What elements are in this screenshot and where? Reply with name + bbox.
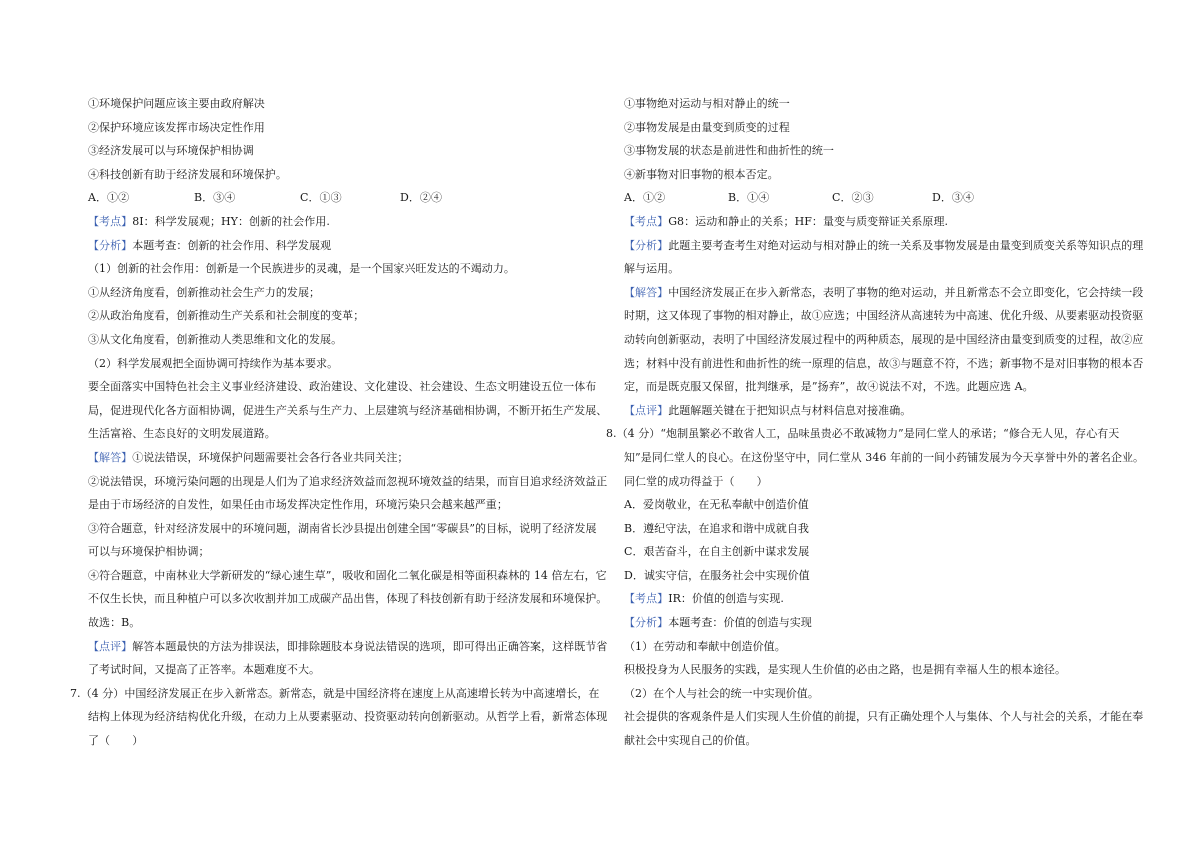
option-a: A．①②: [624, 191, 666, 205]
option-d: D．③④: [932, 191, 975, 205]
choice-statement: ④新事物对旧事物的根本否定。: [624, 167, 779, 181]
question-8-option-d: D．诚实守信，在服务社会中实现价值: [624, 568, 810, 582]
dianping-line: [624, 399, 1132, 423]
jieda-tag: 【解答】: [624, 285, 669, 299]
kaodian-text: G8：运动和静止的关系；HF：量变与质变辩证关系原理.: [668, 214, 949, 228]
choice-statement: ③事物发展的状态是前进性和曲折性的统一: [624, 144, 834, 158]
solution-line: 故选：B。: [88, 616, 141, 630]
analysis-line: ①从经济角度看，创新推动社会生产力的发展；: [88, 285, 321, 299]
option-c: C．①③: [300, 191, 342, 205]
jieda-line: [624, 281, 1144, 305]
analysis-line: （1）创新的社会作用：创新是一个民族进步的灵魂，是一个国家兴旺发达的不竭动力。: [88, 262, 515, 276]
question-8-option-c: C．艰苦奋斗，在自主创新中谋求发展: [624, 545, 810, 559]
solution-line: ②说法错误，环境污染问题的出现是人们为了追求经济效益而忽视环境效益的结果，而盲目追求经济效益正: [88, 474, 608, 488]
solution-line: 动转向创新驱动，表明了中国经济发展过程中的两种质态，展现的是中国经济由量变到质变的过程，故②应: [624, 332, 1144, 346]
fenxi-text: 本题考查：价值的创造与实现: [668, 616, 812, 630]
analysis-line: ③从文化角度看，创新推动人类思维和文化的发展。: [88, 332, 343, 346]
kaodian-tag: 【考点】: [624, 592, 669, 606]
fenxi-line: [88, 234, 594, 258]
left-column: [70, 92, 608, 753]
fenxi-tag: 【分析】: [88, 238, 133, 252]
right-column: [606, 92, 1145, 753]
analysis-line: 生活富裕、生态良好的文明发展道路。: [88, 427, 276, 441]
solution-line: 可以与环境保护相协调；: [88, 545, 210, 559]
dianping-line-2: 了考试时间，又提高了正答率。本题难度不大。: [88, 663, 321, 677]
analysis-line: 积极投身为人民服务的实践，是实现人生价值的必由之路，也是拥有幸福人生的根本途径。: [624, 663, 1066, 677]
solution-line: 定，而是既克服又保留，批判继承，是”扬弃”，故④说法不对，不选。此题应选 A。: [624, 380, 1034, 394]
kaodian-line: [624, 210, 1132, 234]
answer-options: [624, 186, 1132, 210]
option-b: B．①④: [728, 191, 770, 205]
solution-line: 不仅生长快，而且种植户可以多次收割并加工成碳产品出售，体现了科技创新有助于经济发展和环境保护。: [88, 592, 608, 606]
question-8-option-b: B．遵纪守法，在追求和谐中成就自我: [624, 521, 809, 535]
solution-line: ④符合题意，中南林业大学新研发的“绿心速生草”，吸收和固化二氧化碳是相等面积森林的 14 倍左右，它: [88, 568, 607, 582]
choice-statement: ②保护环境应该发挥市场决定性作用: [88, 120, 265, 134]
fenxi-text: 本题考查：创新的社会作用、科学发展观: [132, 238, 332, 252]
choice-statement: ④科技创新有助于经济发展和环境保护。: [88, 167, 287, 181]
jieda-text: 中国经济发展正在步入新常态，表明了事物的绝对运动，并且新常态不会立即变化，它会持续一段: [668, 285, 1144, 299]
answer-options: [88, 186, 594, 210]
analysis-line: （2）科学发展观把全面协调可持续作为基本要求。: [88, 356, 339, 370]
kaodian-line: [624, 587, 1132, 611]
analysis-line: （2）在个人与社会的统一中实现价值。: [624, 686, 819, 700]
kaodian-line: [88, 210, 594, 234]
fenxi-line: [624, 611, 1132, 635]
kaodian-text: 8I：科学发展观；HY：创新的社会作用.: [132, 214, 330, 228]
dianping-line: [88, 635, 608, 659]
fenxi-text: 此题主要考查考生对绝对运动与相对静止的统一关系及事物发展是由量变到质变关系等知识点的理: [668, 238, 1144, 252]
solution-line: ③符合题意，针对经济发展中的环境问题，湖南省长沙县提出创建全国“零碳县”的目标，说明了经济发展: [88, 521, 597, 535]
analysis-line: 社会提供的客观条件是人们实现人生价值的前提，只有正确处理个人与集体、个人与社会的关系，才能在奉: [624, 710, 1144, 724]
option-b: B．③④: [194, 191, 236, 205]
dianping-text: 解答本题最快的方法为排误法，即排除题肢本身说法错误的选项，即可得出正确答案，这样既节省: [132, 639, 608, 653]
kaodian-tag: 【考点】: [88, 214, 133, 228]
fenxi-line: [624, 234, 1144, 258]
solution-line: 是由于市场经济的自发性，如果任由市场发挥决定性作用，环境污染只会越来越严重；: [88, 498, 508, 512]
question-7-line: 了（ ）: [88, 734, 144, 748]
question-8-line: 同仁堂的成功得益于（ ）: [624, 474, 768, 488]
analysis-line: 局，促进现代化各方面相协调，促进生产关系与生产力、上层建筑与经济基础相协调，不断开拓生产发展、: [88, 403, 608, 417]
jieda-text: ①说法错误，环境保护问题需要社会各行各业共同关注；: [132, 450, 409, 464]
analysis-line: 献社会中实现自己的价值。: [624, 734, 757, 748]
solution-line: 选；材料中没有前进性和曲折性的统一原理的信息，故③与题意不符，不选；新事物不是对旧事物的根本否: [624, 356, 1144, 370]
fenxi-line-2: 解与运用。: [624, 262, 680, 276]
analysis-line: ②从政治角度看，创新推动生产关系和社会制度的变革；: [88, 309, 365, 323]
choice-statement: ③经济发展可以与环境保护相协调: [88, 144, 254, 158]
analysis-line: 要全面落实中国特色社会主义事业经济建设、政治建设、文化建设、社会建设、生态文明建设五位一体布: [88, 380, 597, 394]
dianping-tag: 【点评】: [624, 403, 669, 417]
choice-statement: ②事物发展是由量变到质变的过程: [624, 120, 790, 134]
kaodian-text: IR：价值的创造与实现.: [668, 592, 784, 606]
fenxi-tag: 【分析】: [624, 238, 669, 252]
option-a: A．①②: [88, 191, 130, 205]
question-8-line: 8.（4 分）“炮制虽繁必不敢省人工，品味虽贵必不敢减物力”是同仁堂人的承诺；“修合无人见，存心有天: [606, 427, 1120, 441]
analysis-line: （1）在劳动和奉献中创造价值。: [624, 639, 786, 653]
dianping-tag: 【点评】: [88, 639, 133, 653]
kaodian-tag: 【考点】: [624, 214, 669, 228]
question-8-line: 知”是同仁堂人的良心。在这份坚守中，同仁堂从 346 年前的一间小药铺发展为今天享誉中外的著名企业。: [624, 450, 1145, 464]
option-d: D．②④: [400, 191, 443, 205]
dianping-text: 此题解题关键在于把知识点与材料信息对接准确。: [668, 403, 912, 417]
choice-statement: ①事物绝对运动与相对静止的统一: [624, 97, 790, 110]
solution-line: 时期，这又体现了事物的相对静止，故①应选；中国经济从高速转为中高速、优化升级、从要素驱动投资驱: [624, 309, 1144, 323]
fenxi-tag: 【分析】: [624, 616, 669, 630]
question-8-option-a: A．爱岗敬业，在无私奉献中创造价值: [624, 498, 809, 512]
question-7-line: 7.（4 分）中国经济发展正在步入新常态。新常态，就是中国经济将在速度上从高速增长转为中高速增长，在: [70, 686, 600, 700]
question-7-line: 结构上体现为经济结构优化升级，在动力上从要素驱动、投资驱动转向创新驱动。从哲学上看，新常态体现: [88, 710, 608, 724]
choice-statement: ①环境保护问题应该主要由政府解决: [88, 97, 265, 110]
jieda-line: [88, 446, 594, 470]
jieda-tag: 【解答】: [88, 450, 133, 464]
option-c: C．②③: [832, 191, 874, 205]
